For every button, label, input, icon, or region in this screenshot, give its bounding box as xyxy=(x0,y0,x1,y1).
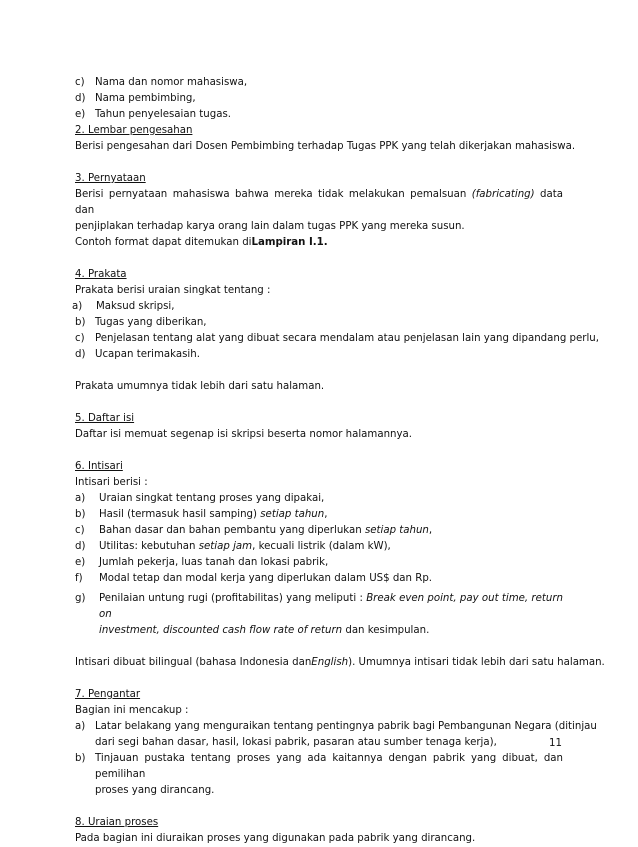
list-label: e) xyxy=(75,557,86,568)
list-item xyxy=(75,315,563,331)
list-item xyxy=(75,75,563,91)
list-item xyxy=(75,751,563,799)
list-label: d) xyxy=(75,541,86,552)
section-8-title: 8. Uraian proses xyxy=(75,817,159,828)
list-text: Tugas yang diberikan, xyxy=(95,317,207,328)
fabricating-term: (fabricating) xyxy=(471,189,535,200)
list-text: Tahun penyelesaian tugas. xyxy=(95,109,231,120)
section-3-line-2: penjiplakan terhadap karya orang lain dalam tugas PPK yang mereka susun. xyxy=(75,221,465,232)
list-text: Nama dan nomor mahasiswa, xyxy=(95,77,248,88)
section-6-title: 6. Intisari xyxy=(75,461,123,472)
section-2-title: 2. Lembar pengesahan xyxy=(75,125,193,136)
section-8-body: Pada bagian ini diuraikan proses yang digunakan pada pabrik yang dirancang. xyxy=(75,833,476,844)
list-text xyxy=(99,591,563,639)
section-3-line-3: Contoh format dapat ditemukan di Lampiran I.1. xyxy=(75,235,563,251)
lampiran-reference: Lampiran I.1. xyxy=(251,237,328,248)
list-item xyxy=(75,347,563,363)
list-text: Nama pembimbing, xyxy=(95,93,196,104)
document-page xyxy=(72,75,605,847)
list-item xyxy=(75,331,599,347)
list-label: b) xyxy=(75,317,86,328)
list-text: Tinjauan pustaka tentang proses yang ada kaitannya dengan pabrik yang dibuat, dan pemilihan proses yang dirancang. xyxy=(95,753,563,796)
list-text: Uraian singkat tentang proses yang dipakai, xyxy=(99,493,325,504)
s1-list xyxy=(75,75,563,123)
list-item xyxy=(72,299,563,315)
list-item xyxy=(75,591,563,639)
list-label: g) xyxy=(75,593,86,604)
section-7-intro: Bagian ini mencakup : xyxy=(75,705,189,716)
list-text: Latar belakang yang menguraikan tentang pentingnya pabrik bagi Pembangunan Negara (ditinjau dari segi bahan dasar, hasil, lokasi pabrik, pasaran atau sumber tenaga kerja), xyxy=(95,721,597,748)
list-item xyxy=(75,491,563,507)
list-text: Hasil (termasuk hasil samping) setiap tahun, xyxy=(99,509,328,520)
section-5-title: 5. Daftar isi xyxy=(75,413,135,424)
section-6-closing: Intisari dibuat bilingual (bahasa Indonesia dan English ). Umumnya intisari tidak lebih dari satu halaman. xyxy=(75,657,605,668)
list-label: b) xyxy=(75,753,86,764)
list-item xyxy=(75,507,563,523)
section-7-title: 7. Pengantar xyxy=(75,689,141,700)
list-text: Maksud skripsi, xyxy=(96,301,175,312)
list-label: c) xyxy=(75,77,85,88)
list-text: Penjelasan tentang alat yang dibuat secara mendalam atau penjelasan lain yang dipandang perlu, xyxy=(95,333,599,344)
section-4-title: 4. Prakata xyxy=(75,269,127,280)
list-label: b) xyxy=(75,509,86,520)
list-item xyxy=(75,523,563,539)
list-text: Ucapan terimakasih. xyxy=(95,349,200,360)
list-item xyxy=(75,539,563,555)
list-item xyxy=(75,555,563,571)
section-3-line-1: Berisi pernyataan mahasiswa bahwa mereka tidak melakukan pemalsuan (fabricating) data dan xyxy=(75,189,563,216)
section-5-body: Daftar isi memuat segenap isi skripsi beserta nomor halamannya. xyxy=(75,429,413,440)
list-text: Bahan dasar dan bahan pembantu yang diperlukan setiap tahun, xyxy=(99,525,433,536)
g-line-1: Penilaian untung rugi (profitabilitas) yang meliputi : Break even point, pay out time, return on xyxy=(99,593,563,620)
list-label: c) xyxy=(75,525,85,536)
list-label: f) xyxy=(75,573,83,584)
page-number: 11 xyxy=(549,738,562,749)
list-label: a) xyxy=(75,493,86,504)
section-6-intro: Intisari berisi : xyxy=(75,477,148,488)
list-label: d) xyxy=(75,93,86,104)
list-item xyxy=(75,571,563,587)
section-2-body: Berisi pengesahan dari Dosen Pembimbing terhadap Tugas PPK yang telah dikerjakan mahasiswa. xyxy=(75,141,576,152)
list-text: Jumlah pekerja, luas tanah dan lokasi pabrik, xyxy=(99,557,329,568)
list-label: a) xyxy=(72,301,83,312)
section-3-title: 3. Pernyataan xyxy=(75,173,146,184)
list-item xyxy=(75,107,563,123)
list-item xyxy=(75,719,597,751)
list-text: Modal tetap dan modal kerja yang diperlukan dalam US$ dan Rp. xyxy=(99,573,433,584)
list-label: a) xyxy=(75,721,86,732)
list-label: c) xyxy=(75,333,85,344)
list-label: d) xyxy=(75,349,86,360)
section-4-intro: Prakata berisi uraian singkat tentang : xyxy=(75,285,271,296)
list-text: Utilitas: kebutuhan setiap jam, kecuali listrik (dalam kW), xyxy=(99,541,391,552)
list-label: e) xyxy=(75,109,86,120)
section-4-closing: Prakata umumnya tidak lebih dari satu halaman. xyxy=(75,381,325,392)
list-item xyxy=(75,91,563,107)
g-line-2: investment, discounted cash flow rate of return dan kesimpulan. xyxy=(99,625,430,636)
